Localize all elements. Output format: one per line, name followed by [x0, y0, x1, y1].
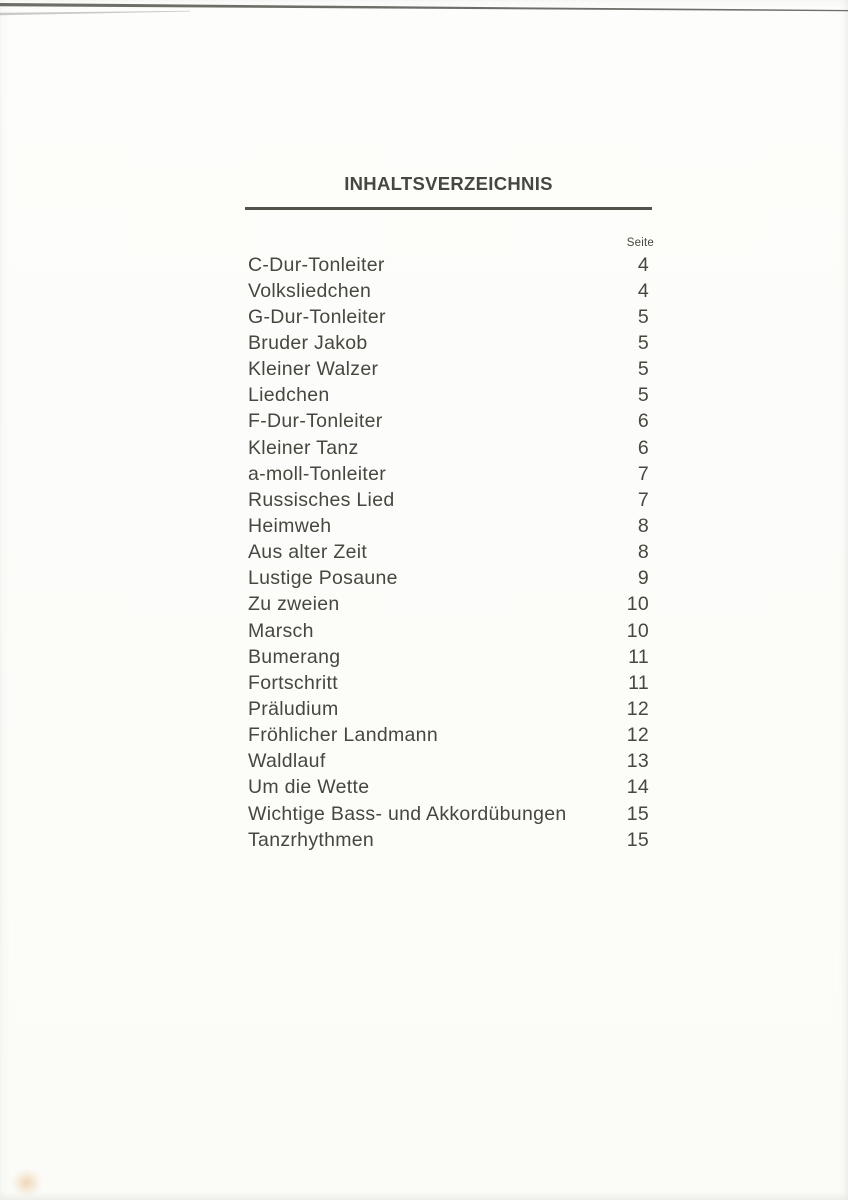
toc-row	[248, 670, 649, 696]
toc-row	[248, 435, 649, 461]
toc-entry-title: Wichtige Bass- und Akkordübungen	[248, 802, 567, 825]
toc-entry-page: 5	[637, 305, 649, 328]
toc-entry-title: a-moll-Tonleiter	[248, 462, 387, 485]
toc-list	[248, 252, 649, 853]
toc-row	[248, 566, 649, 592]
toc-entry-page: 15	[626, 802, 649, 825]
toc-entry-title: Präludium	[248, 697, 339, 720]
toc-entry-page: 4	[637, 253, 649, 276]
toc-row	[248, 723, 649, 749]
page-title: INHALTSVERZEICHNIS	[344, 173, 553, 194]
toc-entry-title: Um die Wette	[248, 776, 370, 799]
toc-entry-page: 10	[626, 593, 649, 616]
toc-entry-title: Russisches Lied	[248, 488, 395, 511]
toc-entry-title: Waldlauf	[248, 750, 326, 773]
toc-entry-title: Bumerang	[248, 645, 341, 668]
toc-row	[248, 383, 649, 409]
toc-entry-title: Aus alter Zeit	[248, 541, 368, 564]
toc-entry-page: 12	[626, 697, 649, 720]
toc-entry-page: 7	[637, 462, 649, 485]
toc-row	[248, 540, 649, 566]
toc-entry-page: 11	[628, 645, 649, 668]
toc-entry-page: 7	[637, 488, 649, 511]
toc-entry-page: 9	[637, 567, 649, 590]
toc-row	[248, 775, 649, 801]
toc-entry-page: 15	[626, 828, 649, 851]
toc-entry-page: 14	[626, 776, 649, 799]
toc-entry-page: 5	[637, 331, 649, 354]
toc-entry-title: Lustige Posaune	[248, 567, 398, 590]
toc-row	[248, 409, 649, 435]
toc-entry-title: Volksliedchen	[248, 279, 372, 302]
toc-row	[248, 827, 649, 853]
toc-entry-title: G-Dur-Tonleiter	[248, 305, 386, 328]
toc-entry-page: 10	[626, 619, 649, 642]
toc-entry-title: Kleiner Walzer	[248, 358, 379, 381]
title-underline	[245, 207, 652, 210]
toc-row	[248, 618, 649, 644]
toc-entry-page: 11	[628, 671, 649, 694]
toc-entry-page: 6	[637, 410, 649, 433]
toc-row	[248, 252, 649, 278]
toc-row	[248, 357, 649, 383]
toc-entry-title: Liedchen	[248, 384, 330, 407]
toc-row	[248, 513, 649, 539]
toc-entry-title: Fortschritt	[248, 671, 338, 694]
toc-entry-title: Zu zweien	[248, 593, 340, 616]
toc-entry-page: 8	[637, 541, 649, 564]
toc-entry-page: 13	[626, 750, 649, 773]
toc-row	[248, 330, 649, 356]
toc-row	[248, 278, 649, 304]
toc-row	[248, 644, 649, 670]
toc-entry-title: Kleiner Tanz	[248, 436, 359, 459]
toc-row	[248, 487, 649, 513]
toc-entry-page: 5	[637, 358, 649, 381]
page-column-header: Seite	[626, 237, 654, 249]
toc-entry-title: C-Dur-Tonleiter	[248, 253, 385, 276]
toc-entry-title: Marsch	[248, 619, 314, 642]
paper-stain	[6, 1154, 52, 1200]
toc-row	[248, 801, 649, 827]
toc-entry-title: Bruder Jakob	[248, 331, 368, 354]
toc-row	[248, 592, 649, 618]
toc-entry-page: 5	[637, 384, 649, 407]
toc-entry-page: 8	[637, 514, 649, 537]
toc-entry-title: Fröhlicher Landmann	[248, 724, 438, 747]
toc-entry-title: F-Dur-Tonleiter	[248, 410, 383, 433]
toc-entry-title: Heimweh	[248, 514, 332, 537]
toc-entry-page: 6	[637, 436, 649, 459]
toc-entry-title: Tanzrhythmen	[248, 828, 375, 851]
toc-row	[248, 696, 649, 722]
toc-row	[248, 749, 649, 775]
toc-entry-page: 12	[626, 724, 649, 747]
toc-row	[248, 304, 649, 330]
scan-artifact-line	[0, 0, 848, 22]
toc-row	[248, 461, 649, 487]
table-of-contents	[248, 173, 654, 851]
toc-entry-page: 4	[637, 279, 649, 302]
